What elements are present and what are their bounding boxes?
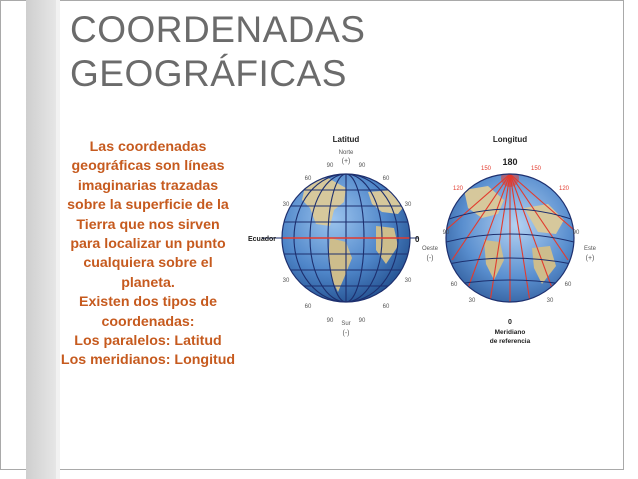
longitude-top-value: 180 xyxy=(502,157,518,167)
slide-spine-decoration xyxy=(26,0,56,479)
lon-tick-left-90: 90 xyxy=(442,230,450,236)
lat-tick-left-60s: 60 xyxy=(304,304,312,310)
north-label: Norte xyxy=(338,150,354,156)
paragraph-types: Existen dos tipos de coordenadas: xyxy=(79,294,217,330)
paragraph-parallels: Los paralelos: Latitud xyxy=(74,333,222,350)
equator-label: Ecuador xyxy=(248,236,277,243)
equator-value: 0 xyxy=(415,235,420,244)
lon-tick-top-right-120: 120 xyxy=(558,186,570,192)
lon-tick-right-90: 90 xyxy=(572,230,580,236)
lat-tick-right-60n: 60 xyxy=(382,176,390,182)
latitude-globe-land xyxy=(282,170,410,306)
lat-tick-left-30s: 30 xyxy=(282,278,290,284)
paragraph-definition: Las coordenadas geográficas son líneas imaginarias trazadas sobre la superficie de la Tierra que nos sirven para localizar un punto cualquiera sobre el planeta. xyxy=(67,139,229,291)
latitude-heading: Latitud xyxy=(332,135,360,144)
lat-tick-right-30n: 30 xyxy=(404,202,412,208)
meridian-label-line2: de referencia xyxy=(489,338,531,345)
longitude-heading: Longitud xyxy=(492,135,528,144)
south-sign: (-) xyxy=(342,330,350,337)
lon-tick-top-right-150: 150 xyxy=(530,166,542,172)
lat-tick-left-90s: 90 xyxy=(326,318,334,324)
lat-tick-right-90n: 90 xyxy=(358,163,366,169)
lon-tick-right-60: 60 xyxy=(564,282,572,288)
lat-tick-right-90s: 90 xyxy=(358,318,366,324)
lat-tick-left-30n: 30 xyxy=(282,202,290,208)
lon-tick-top-left-120: 120 xyxy=(452,186,464,192)
north-sign: (+) xyxy=(341,158,351,165)
lat-tick-right-60s: 60 xyxy=(382,304,390,310)
slide-body xyxy=(60,138,236,371)
east-sign: (+) xyxy=(585,255,595,262)
west-sign: (-) xyxy=(426,255,434,262)
lat-tick-left-60n: 60 xyxy=(304,176,312,182)
east-label: Este xyxy=(583,246,597,252)
coordinates-figure xyxy=(246,130,616,355)
lon-tick-top-left-150: 150 xyxy=(480,166,492,172)
lon-tick-left-60: 60 xyxy=(450,282,458,288)
longitude-bottom-value: 0 xyxy=(508,319,512,326)
paragraph-meridians: Los meridianos: Longitud xyxy=(60,352,236,369)
west-label: Oeste xyxy=(421,246,439,252)
lat-tick-right-30s: 30 xyxy=(404,278,412,284)
latitude-globe xyxy=(248,135,420,337)
lon-tick-right-30: 30 xyxy=(546,298,554,304)
south-label: Sur xyxy=(341,321,351,327)
lat-tick-left-90n: 90 xyxy=(326,163,334,169)
longitude-globe xyxy=(422,135,597,345)
lon-tick-left-30: 30 xyxy=(468,298,476,304)
slide-title: COORDENADAS GEOGRÁFICAS xyxy=(70,9,366,94)
meridian-label-line1: Meridiano xyxy=(494,329,526,336)
